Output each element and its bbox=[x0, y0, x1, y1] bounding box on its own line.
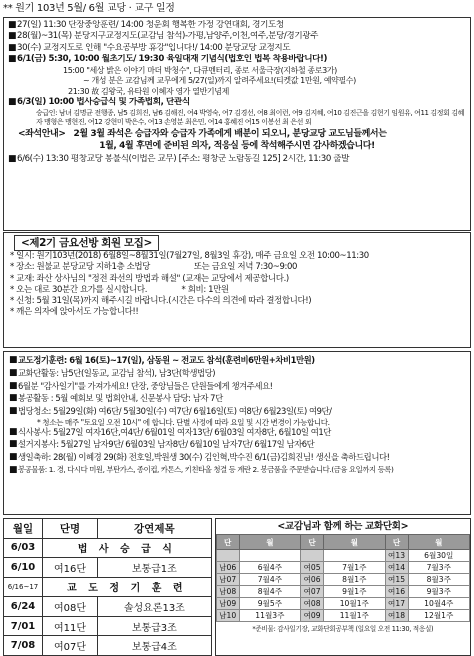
table-row bbox=[4, 558, 212, 578]
group-cell: 여08단 bbox=[43, 597, 98, 617]
recruit-line: * 깨은 의자에 앉아서도 가능합니다!! bbox=[10, 307, 139, 318]
schedule-item: ■ 6/6(수) 13:30 평창교당 봉불식(이법은 교무) [주소: 평창군 노람동길 125] 2시간, 11:30 출발 bbox=[8, 153, 350, 164]
schedule-item: ■ 27(일) 11:30 단장중앙훈련/ 14:00 청운회 행복한 가정 강연대회, 경기도청 bbox=[8, 20, 284, 30]
group-cell: 여16단 bbox=[43, 558, 98, 578]
bulletin-item: ■ 교도정기훈련: 6월 16(토)~17(일), 삼동원 ~ 전교도 참석(훈련비6만원+차비1만원) bbox=[9, 355, 315, 365]
square-bullet-icon: ■ bbox=[9, 452, 18, 463]
date-cell: 11월3주 bbox=[239, 610, 300, 622]
square-bullet-icon: ■ bbox=[8, 20, 17, 30]
square-bullet-icon: ■ bbox=[8, 54, 17, 65]
group-meeting-table bbox=[216, 534, 470, 622]
topic-cell: 보통급4조 bbox=[98, 636, 212, 656]
date-cell: 12월1주 bbox=[408, 610, 469, 622]
group-cell: 여18 bbox=[385, 610, 408, 622]
table-row bbox=[216, 586, 469, 598]
group-cell: 남09 bbox=[216, 598, 239, 610]
table-row bbox=[216, 610, 469, 622]
date-cell: 7월3주 bbox=[408, 562, 469, 574]
schedule-detail: 15:00 "세상 밝은 이야기 마더 박청수", 다큐멘터리, 종로 서울극장(지하철 종로3가) bbox=[63, 65, 337, 75]
col-header: 단 bbox=[216, 535, 239, 550]
col-header: 단 bbox=[385, 535, 408, 550]
table-header-row bbox=[4, 519, 212, 539]
group-cell bbox=[301, 550, 324, 562]
table-row bbox=[216, 550, 469, 562]
bulletin-item: ■ 법당청소: 5월29일(화) 여6단/ 5월30일(수) 여7단/ 6월16일(토) 여8단/ 6월23일(토) 여9단/ bbox=[9, 406, 332, 417]
bulletin-item: ■ 6월분 "감사일기"를 가져가세요! 단장, 중앙님들은 단원들에게 챙겨주세요! bbox=[9, 380, 273, 391]
group-cell: 남07 bbox=[216, 574, 239, 586]
table-row bbox=[4, 538, 212, 558]
date-cell: 11월1주 bbox=[324, 610, 385, 622]
date-cell: 8월4주 bbox=[239, 586, 300, 598]
group-cell: 여08 bbox=[301, 598, 324, 610]
date-cell: 7월1주 bbox=[324, 562, 385, 574]
group-cell: 여06 bbox=[301, 574, 324, 586]
square-bullet-icon: ■ bbox=[9, 367, 18, 378]
topic-cell: 솔성요론13조 bbox=[98, 597, 212, 617]
schedule-section bbox=[3, 17, 471, 231]
date-cell: 6/03 bbox=[4, 538, 43, 558]
col-header: 월일 bbox=[4, 519, 43, 539]
event-cell: 교 도 정 기 훈 련 bbox=[43, 577, 212, 597]
square-bullet-icon: ■ bbox=[9, 380, 18, 391]
bulletin-item: ■ 생일축하: 28(월) 이혜경 29(화) 전호일,박원생 30(수) 김인혁,박수진 6/1(금)김희진님! 생신을 축하드립니다! bbox=[9, 452, 390, 463]
group-cell: 여16 bbox=[385, 586, 408, 598]
bulletin-section bbox=[3, 351, 471, 515]
col-header: 강연제목 bbox=[98, 519, 212, 539]
recruit-line: * 오는 대로 30분간 요가를 실시합니다. * 회비: 1만원 bbox=[10, 284, 229, 295]
date-cell: 9월1주 bbox=[324, 586, 385, 598]
square-bullet-icon: ■ bbox=[9, 439, 18, 450]
date-cell: 7/08 bbox=[4, 636, 43, 656]
group-cell: 여07 bbox=[301, 586, 324, 598]
page-title: ** 원기 103년 5월/ 6월 교당 · 교구 일정 bbox=[3, 3, 175, 14]
schedule-item: ■ 6/3(일) 10:00 법사승급식 및 가족법회, 단관식 bbox=[8, 97, 190, 108]
table-row bbox=[4, 636, 212, 656]
date-cell: 9월5주 bbox=[239, 598, 300, 610]
table-header-row bbox=[216, 535, 469, 550]
date-cell: 8월3주 bbox=[408, 574, 469, 586]
bulletin-item: ■ 설거지봉사: 5월27일 남자9단/ 6월03일 남자8단/ 6월10일 남자7단/ 6월17일 남자6단 bbox=[9, 439, 315, 450]
bulletin-item: ■ 봉공활동 : 5월 예회보 및 법회안내, 신문봉사 담당: 남자 7단 bbox=[9, 393, 223, 404]
seating-notice: <좌석안내> 2월 3월 좌석은 승급자와 승급자 가족에게 배분이 되오니, 분당교당 교도님들께서는 bbox=[18, 128, 387, 139]
square-bullet-icon: ■ bbox=[8, 31, 17, 42]
bulletin-subnote: * 청소는 매주 "토요일 오전 10시" 에 합니다. 단별 사정에 따라 요일 및 시간 변경이 가능합니다. bbox=[37, 417, 330, 427]
square-bullet-icon: ■ bbox=[9, 426, 18, 437]
table-row bbox=[4, 616, 212, 636]
group-cell: 남06 bbox=[216, 562, 239, 574]
date-cell: 10월4주 bbox=[408, 598, 469, 610]
event-cell: 법 사 승 급 식 bbox=[43, 538, 212, 558]
square-bullet-icon: ■ bbox=[9, 393, 18, 404]
group-cell: 남10 bbox=[216, 610, 239, 622]
col-header: 단명 bbox=[43, 519, 98, 539]
seating-notice-2: 1월, 4월 후면에 준비된 의자, 적응실 등에 착석해주시면 감사하겠습니다! bbox=[99, 140, 375, 151]
date-cell: 6/10 bbox=[4, 558, 43, 578]
table-row bbox=[4, 597, 212, 617]
square-bullet-icon: ■ bbox=[8, 153, 17, 164]
group-cell: 여15 bbox=[385, 574, 408, 586]
date-cell: 6월4주 bbox=[239, 562, 300, 574]
weekly-lecture-table bbox=[3, 518, 212, 656]
group-cell: 여07단 bbox=[43, 636, 98, 656]
recruit-title: <제2기 금요선방 회원 모집> bbox=[14, 235, 159, 251]
col-header: 단 bbox=[301, 535, 324, 550]
square-bullet-icon: ■ bbox=[8, 42, 17, 53]
table-row bbox=[4, 577, 212, 597]
schedule-item: ■ 6/1(금) 5:30, 10:00 월초기도/ 19:30 육일대재 기념식(법호인 법복 착용바랍니다!) bbox=[8, 54, 328, 65]
group-cell bbox=[216, 550, 239, 562]
recruit-section bbox=[3, 232, 471, 348]
date-cell: 6월30일 bbox=[408, 550, 469, 562]
date-cell: 10월1주 bbox=[324, 598, 385, 610]
promotion-list: 승급인: 남녀 김명균 전행종, 남5 김희진, 남6 김해진, 여4 박영숙, 여7 김경선, 여8 최이런, 여9 김지혜, 여10 김진근을 김현기 임원유, 여11 김정회 김혜자 맹형은 맹현진, 여12 강현미 박은수, 여13 손영분 최은민, 여14 홍혜진 여15 이봉선 최 은선 외 bbox=[36, 108, 465, 127]
date-cell: 7월4주 bbox=[239, 574, 300, 586]
table-row bbox=[216, 598, 469, 610]
topic-cell: 보통급3조 bbox=[98, 616, 212, 636]
recruit-line: * 일시: 원기103년(2018) 6월8일~8월31일(7월27일, 8월3일 휴강), 매주 금요일 오전 10:00~11:30 bbox=[10, 251, 369, 261]
table-row bbox=[216, 562, 469, 574]
col-header: 월 bbox=[239, 535, 300, 550]
recruit-line: * 신청: 5월 31일(목)까지 해주시길 바랍니다.(시간은 다수의 의견에 따라 결정합니다!) bbox=[10, 296, 312, 307]
bulletin-item: ■ 교화단활동: 남5단(일동교, 교감님 참석), 남3단(학생법당) bbox=[9, 367, 216, 378]
recruit-line: * 교재: 좌산 상사님의 "정전 좌선의 방법과 해설" (교재는 교당에서 제공합니다.) bbox=[10, 273, 289, 284]
group-cell: 여11단 bbox=[43, 616, 98, 636]
date-cell: 6/16~17 bbox=[4, 577, 43, 597]
date-cell bbox=[324, 550, 385, 562]
date-cell: 9월3주 bbox=[408, 586, 469, 598]
group-cell: 여13 bbox=[385, 550, 408, 562]
schedule-item: ■ 30(수) 교정지도로 인해 "수요공부방 휴강"입니다!/ 14:00 분당교당 교정지도 bbox=[8, 42, 291, 53]
bulletin-item: ■ 봉공물품: 1. 경, 다시다 미원, 부탄가스, 종이컵, 카톤스, 키친타올 청결 등 계란 2. 봉금품을 주문받습니다.(금융 요일까지 등록) bbox=[9, 464, 394, 475]
date-cell: 7/01 bbox=[4, 616, 43, 636]
group-cell: 여17 bbox=[385, 598, 408, 610]
group-cell: 여05 bbox=[301, 562, 324, 574]
topic-cell: 보통급1조 bbox=[98, 558, 212, 578]
group-cell: 여09 bbox=[301, 610, 324, 622]
schedule-detail: ~ 개성 분은 교감님께 교무에게 5/27(일)까지 알려주세요!(티켓값 1만원, 예약필수) bbox=[83, 76, 356, 86]
square-bullet-icon: ■ bbox=[9, 406, 18, 417]
bottom-area bbox=[3, 518, 471, 656]
bulletin-item: ■ 식사봉사: 5월27일 여자16단,여4단/ 6월01일 여자13단/ 6월03일 여자8단, 6월10일 여1단 bbox=[9, 426, 331, 437]
square-bullet-icon: ■ bbox=[9, 464, 18, 475]
date-cell bbox=[239, 550, 300, 562]
preparation-note: *준비물: 감사일기장, 교화단회공부책 (일요일 오전 11:30, 적응실) bbox=[252, 625, 434, 633]
schedule-item: ■ 28(월)~31(목) 분당지구교정지도(교감님 참석)-가평,남양주,이천,여주,분당/경기광주 bbox=[8, 31, 319, 42]
table-row bbox=[216, 574, 469, 586]
group-cell: 남08 bbox=[216, 586, 239, 598]
col-header: 월 bbox=[408, 535, 469, 550]
date-cell: 6/24 bbox=[4, 597, 43, 617]
group-cell: 여14 bbox=[385, 562, 408, 574]
schedule-detail: 21:30 故 김왕국, 유타원 이혜자 영가 열반기념제 bbox=[68, 86, 229, 96]
group-meeting-box bbox=[215, 518, 471, 656]
col-header: 월 bbox=[324, 535, 385, 550]
date-cell: 8월1주 bbox=[324, 574, 385, 586]
recruit-line: * 장소: 원불교 분당교당 지하1층 소법당 또는 금요일 저녁 7:30~9:00 bbox=[10, 262, 298, 273]
square-bullet-icon: ■ bbox=[9, 355, 18, 365]
square-bullet-icon: ■ bbox=[8, 97, 17, 108]
group-meeting-title: <교감님과 함께 하는 교화단회> bbox=[277, 521, 409, 532]
